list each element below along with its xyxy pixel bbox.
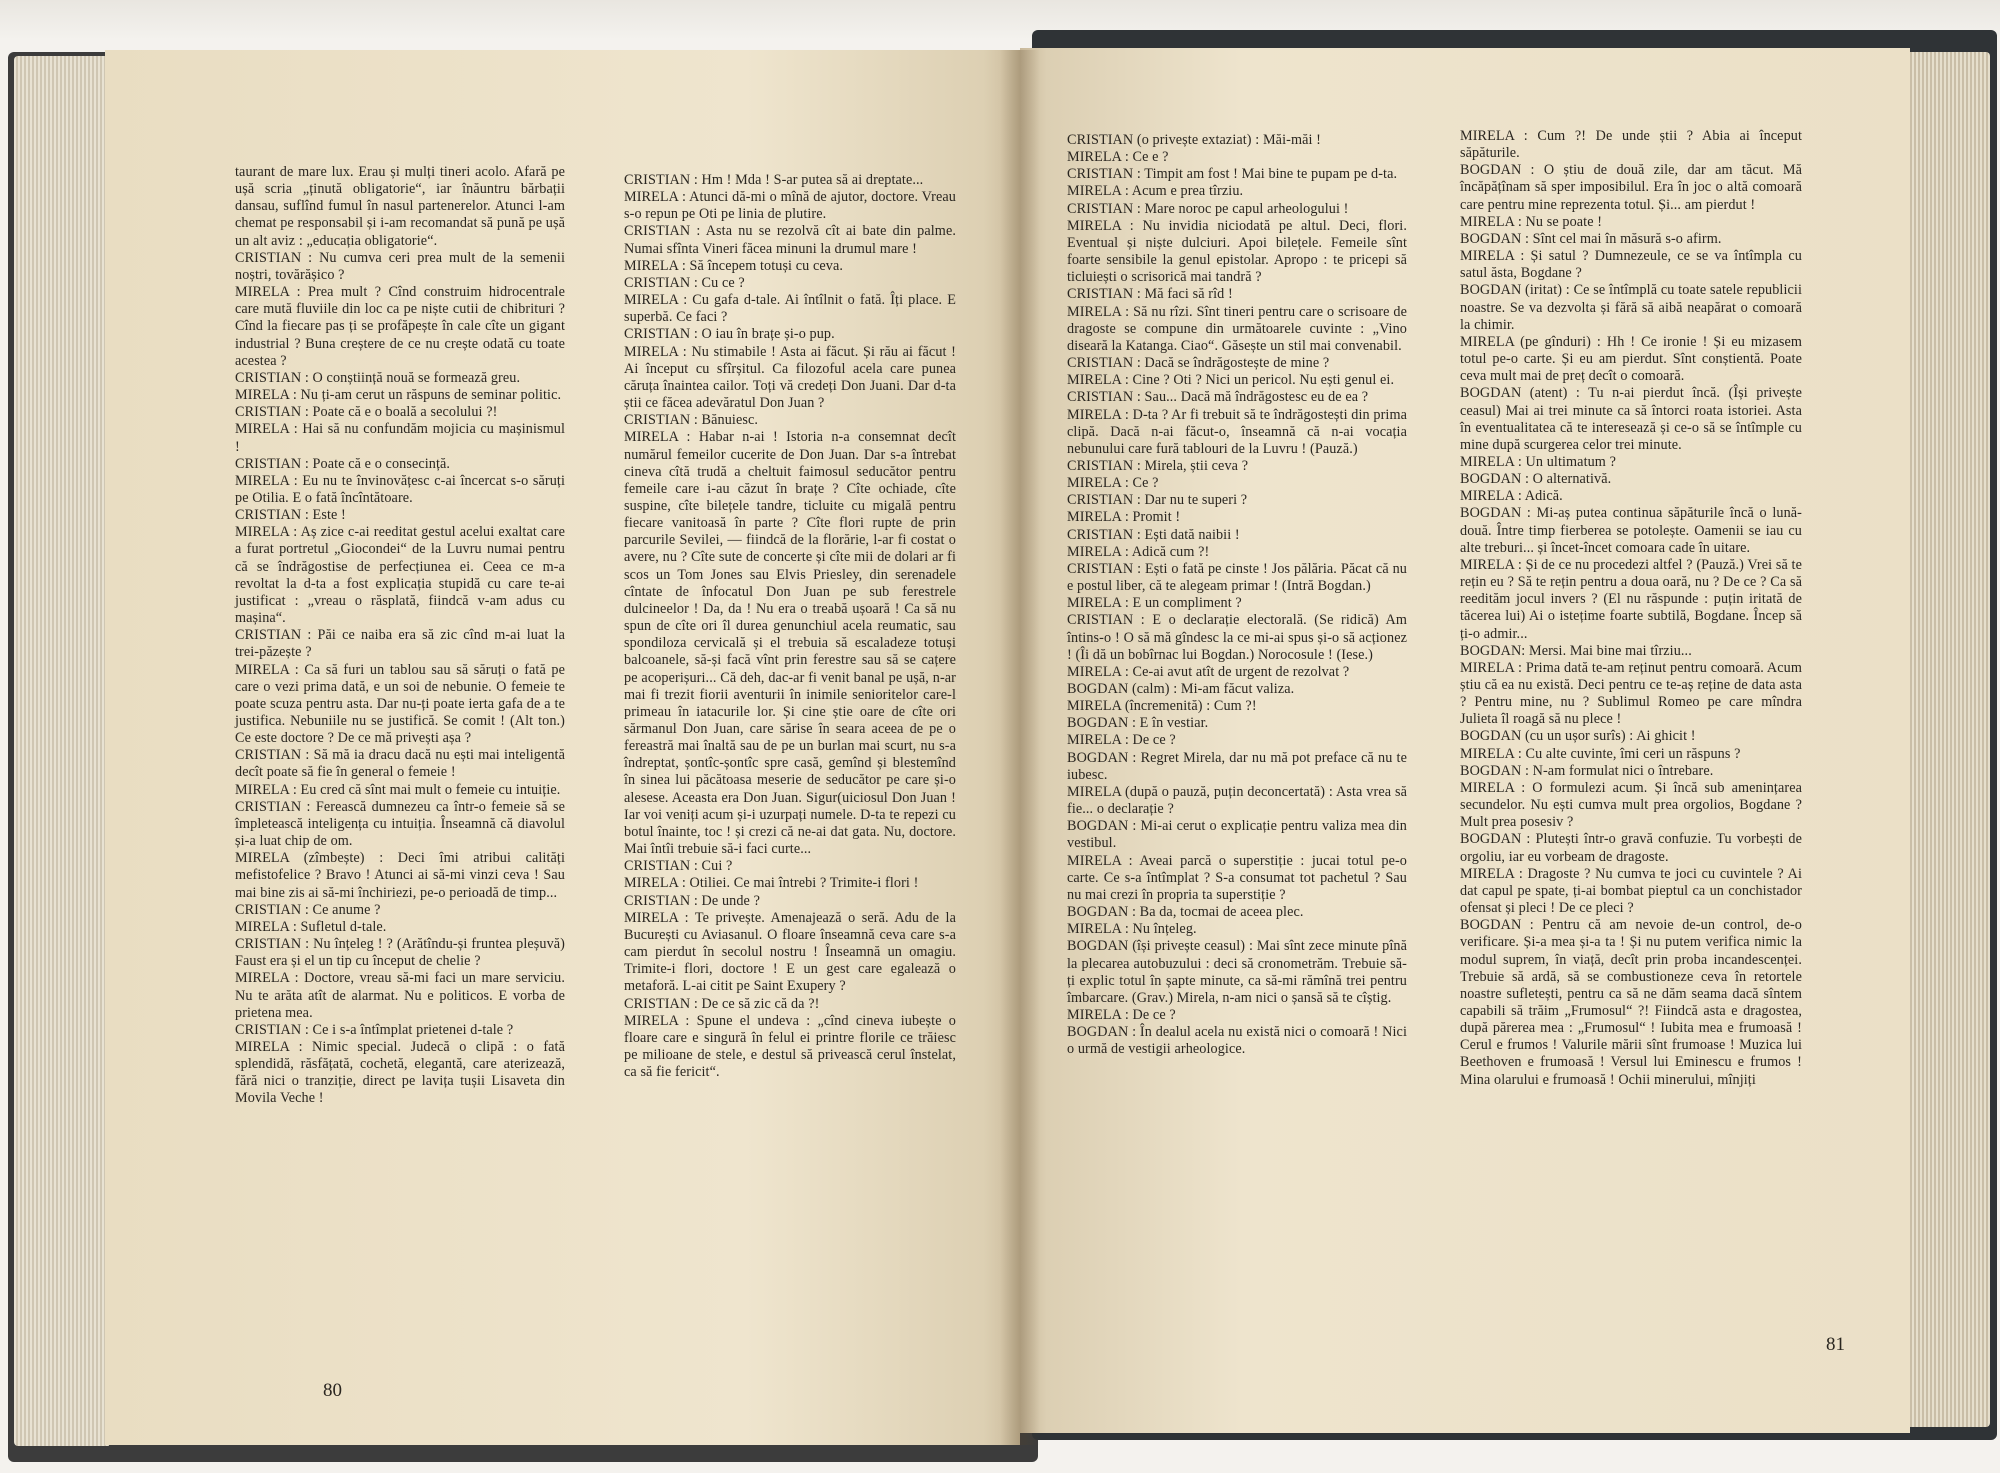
dialogue-line: MIRELA : Adică cum ?! [1067, 543, 1210, 560]
dialogue-line: CRISTIAN (o privește extaziat) : Măi-măi ! [1067, 132, 1321, 148]
dialogue-line: MIRELA : Să începem totuși cu ceva. [624, 257, 844, 274]
dialogue-line: BOGDAN (iritat) : Ce se întîmplă cu toate satele republicii noastre. Se va dezvolta și fără să aibă neapărat o comoară la chimir. [1460, 282, 1802, 333]
dialogue-line: MIRELA : Aș zice c-ai reeditat gestul acelui exaltat care a furat portretul „Giocondei“ de la Luvru numai pentru că se îndrăgostise de perfecțiunea ei. Ceea ce m-a revoltat la d-ta a fost explicația stupidă cu care te-ai justificat : „vreau o răsplată, fiindcă v-am adus cu mașina“. [235, 524, 565, 627]
dialogue-line: MIRELA : Nu ți-am cerut un răspuns de seminar politic. [235, 387, 562, 404]
dialogue-line: MIRELA : Nu invidia niciodată pe altul. Deci, flori. Eventual și niște dulciuri. Apoi bilețele. Femeile sînt foarte sensibile la genul epistolar. Apropo : te pricepi să ticluiești o scrisorică mai tandră ? [1067, 217, 1407, 286]
dialogue-line: CRISTIAN : Cu ce ? [624, 274, 745, 291]
dialogue-line: MIRELA : Ce-ai avut atît de urgent de rezolvat ? [1067, 663, 1350, 680]
dialogue-line: CRISTIAN : Bănuiesc. [624, 412, 759, 429]
dialogue-line: CRISTIAN : Este ! [235, 507, 346, 524]
dialogue-line: CRISTIAN : Ce anume ? [235, 901, 381, 918]
dialogue-line: MIRELA : Nu se poate ! [1460, 213, 1603, 230]
dialogue-line: MIRELA : Ca să furi un tablou sau să săruți o fată pe care o vezi prima dată, e un soi de nebunie. O femeie te poate scuza pentru asta. Dar nu-ți poate ierta gafa de a te justifica. Nebuniile nu se justifică. Se comit ! (Alt ton.) Ce este doctore ? De ce mă privești așa ? [235, 661, 565, 747]
dialogue-line: MIRELA : Adică. [1460, 488, 1563, 505]
dialogue-line: MIRELA : Hai să nu confundăm mojicia cu mașinismul ! [235, 421, 565, 455]
dialogue-line: CRISTIAN : Sau... Dacă mă îndrăgostesc eu de ea ? [1067, 389, 1369, 406]
dialogue-line: MIRELA : Eu cred că sînt mai mult o femeie cu intuiție. [235, 781, 561, 798]
dialogue-line: MIRELA (zîmbește) : Deci îmi atribui calități mefistofelice ? Bravo ! Atunci ai să-mi vinzi ceva ! Sau mai bine zis ai să-mi închiriezi, pe-o perioadă de timp... [235, 850, 565, 901]
left-page-column-2 [624, 172, 956, 1081]
dialogue-line: CRISTIAN : Asta nu se rezolvă cît ai bate din palme. Numai sfînta Vineri făcea minuni la drumul mare ! [624, 223, 956, 257]
dialogue-line: MIRELA : Ce ? [1067, 475, 1159, 492]
dialogue-line: MIRELA : Cu alte cuvinte, îmi ceri un răspuns ? [1460, 745, 1741, 762]
dialogue-line: BOGDAN : În dealul acela nu există nici o comoară ! Nici o urmă de vestigii arheologice. [1067, 1024, 1407, 1058]
dialogue-line: MIRELA : Prima dată te-am reținut pentru comoară. Acum știu că ea nu există. Deci pentru ce te-aș reține de data asta ? Pentru mine, nu ? Sublimul Romeo pe care mîndra Julieta îl roagă să nu plece ! [1460, 659, 1802, 728]
dialogue-line: MIRELA : Doctore, vreau să-mi faci un mare serviciu. Nu te arăta atît de alarmat. Nu e politicos. E vorba de prietena mea. [235, 970, 565, 1021]
dialogue-line: CRISTIAN : Mirela, știi ceva ? [1067, 457, 1249, 474]
dialogue-line: MIRELA : Eu nu te învinovățesc c-ai încercat s-o săruți pe Otilia. E o fată încîntătoare. [235, 472, 565, 506]
dialogue-line: MIRELA : Și de ce nu procedezi altfel ? (Pauză.) Vrei să te rețin eu ? Să te rețin pentru a doua oară, nu ? De ce ? Ca să reedităm jocul invers ? (El nu răspunde : puțin iritată de tăcerea lui) Ai o istețime foarte subtilă, Bogdane. Încep să ți-o admir... [1460, 556, 1802, 642]
page-edges-right [1900, 52, 1990, 1427]
dialogue-line: MIRELA : Prea mult ? Cînd construim hidrocentrale care mută fluviile din loc ca pe niște cutii de chibrituri ? Cînd la fiecare pas ți se profăpește în cale cîte un gigant industrial ? Buna creștere de ce nu crește odată cu toate acestea ? [235, 284, 565, 369]
dialogue-line: CRISTIAN : Poate că e o boală a secolului ?! [235, 404, 498, 421]
page-number-right: 81 [1826, 1334, 1845, 1355]
dialogue-line: MIRELA : Ce e ? [1067, 149, 1169, 166]
dialogue-line: MIRELA : D-ta ? Ar fi trebuit să te îndrăgostești din prima clipă. Dacă n-ai făcut-o, înseamnă că n-ai vocația nebunului care fură tablouri de la Luvru ! (Pauză.) [1067, 406, 1407, 457]
dialogue-line: CRISTIAN : Cui ? [624, 858, 733, 875]
dialogue-line: CRISTIAN : Să mă ia dracu dacă nu ești mai inteligentă decît poate să fie în general o femeie ! [235, 747, 565, 781]
dialogue-line: MIRELA (încremenită) : Cum ?! [1067, 698, 1257, 715]
dialogue-line: MIRELA : Aveai parcă o superstiție : jucai totul pe-o carte. Ce s-a întîmplat ? S-a consumat tot pachetul ? Sau nu mai crezi în propria ta superstiție ? [1067, 852, 1407, 903]
dialogue-line: BOGDAN : O știu de două zile, dar am tăcut. Mă încăpățînam să sper imposibilul. Era în joc o altă comoară care pentru mine reprezenta totul. Și... am pierdut ! [1460, 162, 1802, 213]
dialogue-line: MIRELA : Un ultimatum ? [1460, 453, 1616, 470]
dialogue-line: CRISTIAN : Ești o fată pe cinste ! Jos pălăria. Păcat că nu e postul liber, că te alegeam primar ! (Intră Bogdan.) [1067, 560, 1407, 595]
dialogue-line: MIRELA : O formulezi acum. Și încă sub amenințarea secundelor. Nu ești cumva mult prea orgolios, Bogdane ? Mult prea posesiv ? [1460, 779, 1802, 831]
dialogue-line: BOGDAN (atent) : Tu n-ai pierdut încă. (Își privește ceasul) Mai ai trei minute ca să întorci roata istoriei. Asta în eventualitatea că te interesează și ce-o să se întîmple cu mine după scurgerea celor trei minute. [1460, 385, 1802, 453]
dialogue-line: CRISTIAN : Hm ! Mda ! S-ar putea să ai dreptate... [624, 172, 924, 188]
dialogue-line: MIRELA : Nu stimabile ! Asta ai făcut. Și rău ai făcut ! Ai început cu sfîrșitul. Ca filozoful acela care punea căruța înaintea cailor. Toți vă credeți Don Juani. Dar d-ta știi ce făcea adevăratul Don Juan ? [624, 343, 956, 412]
dialogue-line: MIRELA : Otiliei. Ce mai întrebi ? Trimite-i flori ! [624, 875, 919, 892]
dialogue-line: BOGDAN: Mersi. Mai bine mai tîrziu... [1460, 642, 1692, 659]
dialogue-line: CRISTIAN : De ce să zic că da ?! [624, 995, 820, 1012]
page-number-left: 80 [323, 1380, 342, 1401]
dialogue-line: BOGDAN (cu un ușor surîs) : Ai ghicit ! [1460, 728, 1696, 745]
dialogue-line: MIRELA : Și satul ? Dumnezeule, ce se va întîmpla cu satul ăsta, Bogdane ? [1460, 248, 1802, 282]
dialogue-line: CRISTIAN : O iau în brațe și-o pup. [624, 326, 835, 343]
dialogue-line: CRISTIAN : E o declarație electorală. (Se ridică) Am întins-o ! O să mă gîndesc la ce mi-ai spus și-o să acționez ! (Îi dă un bobîrnac lui Bogdan.) Norocosule ! (Iese.) [1067, 612, 1407, 663]
dialogue-line: BOGDAN (calm) : Mi-am făcut valiza. [1067, 681, 1295, 697]
dialogue-line: MIRELA : Să nu rîzi. Sînt tineri pentru care o scrisoare de dragoste se compune din următoarele cuvinte : „Vino diseară la Katanga. Ciao“. Găsește un stil mai convenabil. [1067, 303, 1407, 354]
dialogue-line: BOGDAN : Mi-ai cerut o explicație pentru valiza mea din vestibul. [1067, 818, 1407, 852]
dialogue-line: BOGDAN : Mi-aș putea continua săpăturile încă o lună-două. Între timp fierberea se potolește. Oamenii se iau cu alte treburi... și încet-încet comoara cade în uitare. [1460, 505, 1802, 556]
right-page [1020, 48, 1910, 1433]
dialogue-line: CRISTIAN : Păi ce naiba era să zic cînd m-ai luat la trei-păzește ? [235, 627, 565, 661]
dialogue-line: CRISTIAN : Ești dată naibii ! [1067, 526, 1240, 543]
dialogue-line: CRISTIAN : Ferească dumnezeu ca într-o femeie să se împletească inteligența cu intuiția. Înseamnă că diavolul și-a luat chip de om. [235, 798, 565, 850]
dialogue-line: MIRELA (pe gînduri) : Hh ! Ce ironie ! Și eu mizasem totul pe-o carte. Și eu am pierdut. Sînt conștientă. Poate ceva mult mai de preț decît o comoară. [1460, 333, 1802, 385]
dialogue-line: BOGDAN (își privește ceasul) : Mai sînt zece minute pînă la plecarea autobuzului : deci să cronometrăm. Trebuie să-ți explic totul în șapte minute, ca să-mi rămînă trei pentru îmbarcare. (Grav.) Mirela, n-am nici o șansă să te cîștig. [1067, 938, 1407, 1006]
dialogue-line: MIRELA : Nimic special. Judecă o clipă : o fată splendidă, răsfățată, cochetă, elegantă, care aterizează, fără nici o tranziție, direct pe lavița tușii Lisaveta din Movila Veche ! [235, 1038, 565, 1107]
page-edges-left [14, 56, 109, 1446]
right-page-column-1 [1067, 132, 1407, 1058]
dialogue-line: CRISTIAN : Mare noroc pe capul arheologului ! [1067, 200, 1349, 217]
dialogue-line: CRISTIAN : O conștiință nouă se formează greu. [235, 369, 521, 386]
left-page [105, 50, 1020, 1445]
right-page-column-2 [1460, 128, 1802, 1089]
book-gutter [1000, 50, 1040, 1445]
dialogue-line: BOGDAN : Regret Mirela, dar nu mă pot preface că nu te iubesc. [1067, 749, 1407, 783]
dialogue-line: MIRELA : Atunci dă-mi o mînă de ajutor, doctore. Vreau s-o repun pe Oti pe linia de plutire. [624, 189, 956, 223]
dialogue-line: MIRELA : Cine ? Oti ? Nici un pericol. Nu ești genul ei. [1067, 372, 1395, 389]
dialogue-line: BOGDAN : N-am formulat nici o întrebare. [1460, 762, 1714, 779]
dialogue-line: BOGDAN : Plutești într-o gravă confuzie. Tu vorbești de orgoliu, iar eu vorbeam de dragoste. [1460, 831, 1802, 865]
dialogue-line: BOGDAN : E în vestiar. [1067, 715, 1209, 732]
dialogue-line: MIRELA : Te privește. Amenajează o seră. Adu de la București cu Aviasanul. O floare înseamnă ceva care s-a cam pierdut în secolul nostru ! Înseamnă un omagiu. Trimite-i flori, doctore ! E un gest care egalează o metaforă. L-ai citit pe Saint Exupery ? [624, 909, 956, 995]
dialogue-line: MIRELA : Cu gafa d-tale. Ai întîlnit o fată. Îți place. E superbă. Ce faci ? [624, 292, 956, 326]
dialogue-line: CRISTIAN : Dar nu te superi ? [1067, 492, 1248, 509]
dialogue-line: CRISTIAN : Ce i s-a întîmplat prietenei d-tale ? [235, 1021, 514, 1038]
dialogue-line: MIRELA : Nu înțeleg. [1067, 921, 1197, 938]
dialogue-line: MIRELA : Spune el undeva : „cînd cineva iubește o floare care e singură în felul ei printre florile ce trăiesc pe milioane de stele, e destul să privească cerul înstelat, ca să fie fericit“. [624, 1012, 956, 1081]
dialogue-line: MIRELA : De ce ? [1067, 1006, 1176, 1023]
dialogue-line: CRISTIAN : Mă faci să rîd ! [1067, 286, 1233, 303]
dialogue-line: BOGDAN : Ba da, tocmai de aceea plec. [1067, 904, 1304, 921]
dialogue-line: MIRELA : Dragoste ? Nu cumva te joci cu cuvintele ? Ai dat capul pe spate, ți-ai bombat pieptul ca un conchistador ofensat și pleci ! De ce pleci ? [1460, 865, 1802, 917]
dialogue-line: taurant de mare lux. Erau și mulți tineri acolo. Afară pe ușă scria „ținută obligatorie“, iar înăuntru bărbații dansau, suflînd fumul în nasul partenerelor. Atunci l-am chemat pe responsabil și i-am recomandat să pună pe ușă un alt aviz : „educația obligatorie“. [235, 164, 565, 249]
dialogue-line: MIRELA (după o pauză, puțin deconcertată) : Asta vrea să fie... o declarație ? [1067, 783, 1407, 818]
dialogue-line: MIRELA : Acum e prea tîrziu. [1067, 183, 1244, 200]
dialogue-line: MIRELA : E un compliment ? [1067, 595, 1242, 612]
dialogue-line: MIRELA : Cum ?! De unde știi ? Abia ai început săpăturile. [1460, 128, 1802, 162]
dialogue-line: CRISTIAN : Dacă se îndrăgostește de mine ? [1067, 355, 1330, 372]
dialogue-line: MIRELA : Promit ! [1067, 509, 1181, 526]
dialogue-line: CRISTIAN : Timpit am fost ! Mai bine te pupam pe d-ta. [1067, 166, 1398, 183]
dialogue-line: CRISTIAN : Poate că e o consecință. [235, 455, 451, 472]
dialogue-line: CRISTIAN : Nu înțeleg ! ? (Arătîndu-și fruntea pleșuvă) Faust era și el un tip cu început de chelie ? [235, 936, 565, 970]
dialogue-line: CRISTIAN : De unde ? [624, 892, 760, 909]
dialogue-line: BOGDAN : Sînt cel mai în măsură s-o afirm. [1460, 230, 1722, 247]
dialogue-line: BOGDAN : O alternativă. [1460, 471, 1612, 488]
dialogue-line: BOGDAN : Pentru că am nevoie de-un control, de-o verificare. Și-a mea și-a ta ! Și nu putem verifica nimic la modul suprem, în viață, decît prin proba incandescenței. Trebuie să ardă, să se combustioneze ceva în retortele noastre sufletești, pentru ca să ne dăm seama dacă sîntem capabili să trăim „Frumosul“ ?! Fiindcă asta e dragostea, după părerea mea : „Frumosul“ ! Iubita mea e frumoasă ! Cerul e frumos ! Valurile mării sînt frumoase ! Muzica lui Beethoven e frumoasă ! Versul lui Eminescu e frumos ! Mina olarului e frumoasă ! Ochii minerului, mînjiți [1460, 917, 1802, 1088]
left-page-column-1 [235, 164, 565, 1108]
dialogue-line: MIRELA : Sufletul d-tale. [235, 918, 387, 935]
dialogue-line: MIRELA : De ce ? [1067, 732, 1176, 749]
dialogue-line: MIRELA : Habar n-ai ! Istoria n-a consemnat decît numărul femeilor cucerite de Don Juan. Dar s-a întrebat cineva cîtă trudă a cheltuit faimosul seducător pentru femeile care i-au căzut în brațe ? Cîte ochiade, cîte suspine, cîte bilețele tandre, ticluite cu migală pentru fiecare vanitoasă în parte ? Cîte flori rupte de prin parcurile Sevilei, — fiindcă de la florărie, l-ar fi costat o avere, nu ? Cîte sute de concerte și cîte mii de dolari ar fi scos un Tom Jones sau Elvis Priesley, din serenadele cîntate de înfocatul Don Juan pe sub ferestrele dulcineelor ! Da, da ! Nu era o treabă ușoară ! Ca să nu spun de cîte ori îl durea genunchiul acela reumatic, sau spondiloza cervicală și el trebuia să escaladeze totuși balcoanele, să-și facă vînt prin ferestre sau să se cațere pe acoperișuri... Că deh, dac-ar fi venit banal pe ușă, n-ar mai fi trezit fiorii aventurii în inimile senioritelor care-l primeau în iatacurile lor. Și cine știe oare de cîte ori sărmanul Don Juan, care sărise în seara aceea de pe o fereastră mai înaltă sau de pe un burlan mai scurt, nu s-a îndreptat, șontîc-șontîc spre casă, gemînd și blestemînd în sinea lui păcătoasa meserie de seducător pe care și-o alesese. Aceasta era Don Juan. Sigur(uiciosul Don Juan ! Iar voi veniți acum și-i uzurpați numele. D-ta te repezi cu botul înainte, toc ! și crezi că ne-ai dat gata. Nu, doctore. Mai întîi trebuie să-i faci curte... [624, 429, 956, 858]
dialogue-line: CRISTIAN : Nu cumva ceri prea mult de la semenii noștri, tovărășico ? [235, 249, 565, 283]
